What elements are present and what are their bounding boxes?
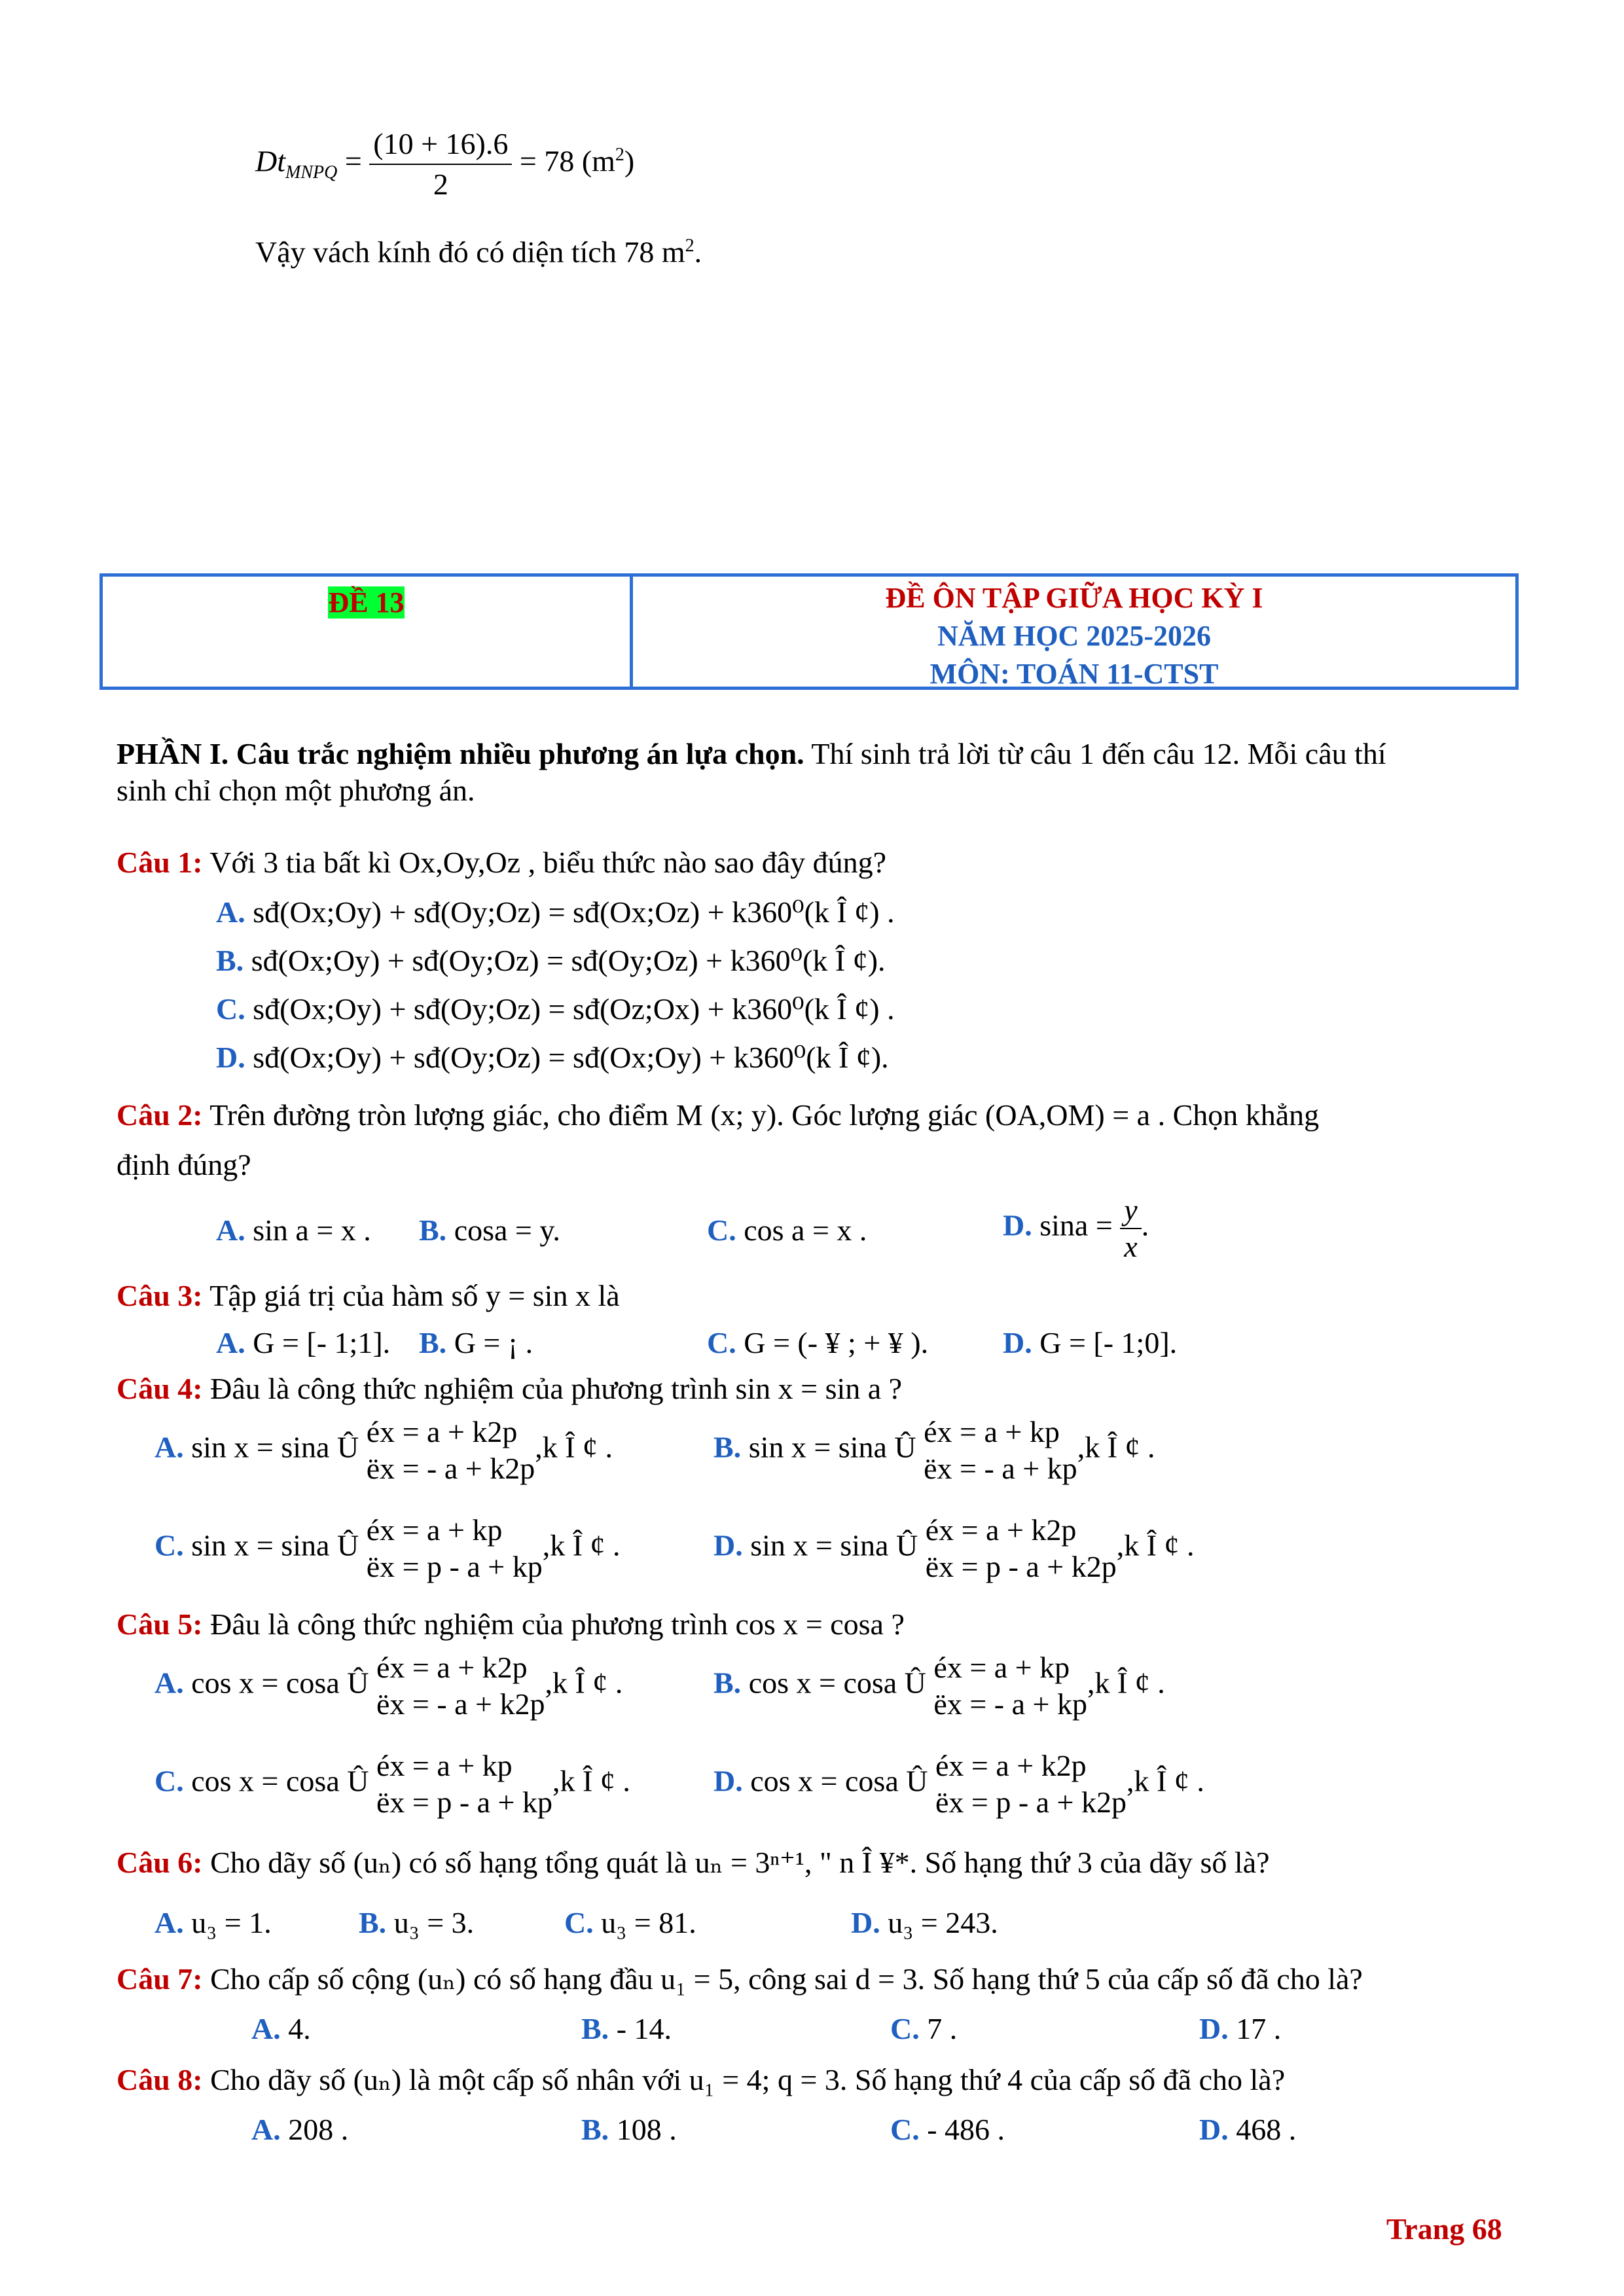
exam-title: ĐỀ ÔN TẬP GIỮA HỌC KỲ I: [885, 582, 1263, 614]
question-4: Câu 4: Đâu là công thức nghiệm của phương trình sin x = sin a ?: [117, 1372, 903, 1405]
question-5: Câu 5: Đâu là công thức nghiệm của phương trình cos x = cosa ?: [117, 1607, 905, 1641]
q7-option-b: B. - 14.: [581, 2012, 672, 2045]
q5-option-b: B. cos x = cosa Û éx = a + kp ëx = - a + kp ,k Î ¢ .: [713, 1651, 1165, 1721]
area-fraction: $\frac{(10 + 16).6}{2}$: [369, 124, 512, 204]
q4-option-a: A. sin x = sina Û éx = a + k2p ëx = - a + k2p ,k Î ¢ .: [154, 1415, 613, 1485]
q7-option-c: C. 7 .: [890, 2012, 958, 2045]
q7-option-a: A. 4.: [251, 2012, 311, 2045]
q6-option-d: D. u₃ = 243.: [851, 1906, 998, 1939]
subject: MÔN: TOÁN 11-CTST: [929, 658, 1219, 690]
q8-option-a: A. 208 .: [251, 2113, 349, 2146]
q1-option-a: A. sđ(Ox;Oy) + sđ(Oy;Oz) = sđ(Ox;Oz) + k360⁰(k Î ¢) .: [216, 895, 895, 929]
q6-option-b: B. u₃ = 3.: [359, 1906, 475, 1939]
area-formula: $Dt_{MNPQ}$ = $\frac{(10 + 16).6}{2}$ = 78 $(m^2)$: [255, 124, 634, 204]
q2-option-a: A. sin a = x .: [216, 1213, 371, 1247]
exam-header: [99, 573, 1519, 690]
q1-option-b: B. sđ(Ox;Oy) + sđ(Oy;Oz) = sđ(Oy;Oz) + k360⁰(k Î ¢).: [216, 944, 886, 977]
q5-option-c: C. cos x = cosa Û éx = a + kp ëx = p - a + kp ,k Î ¢ .: [154, 1749, 630, 1819]
school-year: NĂM HỌC 2025-2026: [937, 620, 1211, 652]
part1-instruction-line2: sinh chỉ chọn một phương án.: [117, 774, 475, 807]
q2-option-c: C. cos a = x .: [707, 1213, 867, 1247]
q4-option-b: B. sin x = sina Û éx = a + kp ëx = - a + kp ,k Î ¢ .: [713, 1415, 1155, 1485]
q5-option-a: A. cos x = cosa Û éx = a + k2p ëx = - a + k2p ,k Î ¢ .: [154, 1651, 623, 1721]
q3-option-d: D. G = [- 1;0].: [1003, 1326, 1178, 1359]
q2-option-d: D. sina = $\frac{y}{x}$ .: [1003, 1193, 1149, 1263]
part1-instruction: PHẦN I. Câu trắc nghiệm nhiều phương án lựa chọn. Thí sinh trả lời từ câu 1 đến câu 12. Mỗi câu thí: [117, 737, 1386, 770]
q2-option-b: B. cosa = y.: [419, 1213, 560, 1247]
q6-option-c: C. u₃ = 81.: [564, 1906, 696, 1939]
question-6: Câu 6: Cho dãy số (uₙ) có số hạng tổng quát là uₙ = 3ⁿ⁺¹, " n Î ¥*. Số hạng thứ 3 của dãy số là?: [117, 1846, 1270, 1879]
q1-option-c: C. sđ(Ox;Oy) + sđ(Oy;Oz) = sđ(Oz;Ox) + k360⁰(k Î ¢) .: [216, 992, 895, 1026]
q4-option-c: C. sin x = sina Û éx = a + kp ëx = p - a + kp ,k Î ¢ .: [154, 1513, 621, 1583]
question-2: Câu 2: Trên đường tròn lượng giác, cho điểm M (x; y). Góc lượng giác (OA,OM) = a . Chọn khẳng: [117, 1098, 1320, 1132]
q3-option-c: C. G = (- ¥ ; + ¥ ).: [707, 1326, 929, 1359]
exam-number: ĐỀ 13: [328, 586, 405, 619]
area-conclusion: Vậy vách kính đó có diện tích 78 $m^2$.: [255, 235, 702, 269]
question-2-line2: định đúng?: [117, 1148, 251, 1181]
question-3: Câu 3: Tập giá trị của hàm số y = sin x là: [117, 1279, 620, 1312]
q8-option-d: D. 468 .: [1199, 2113, 1297, 2146]
q3-option-b: B. G = ¡ .: [419, 1326, 533, 1359]
q8-option-c: C. - 486 .: [890, 2113, 1005, 2146]
q3-option-a: A. G = [- 1;1].: [216, 1326, 391, 1359]
q4-option-d: D. sin x = sina Û éx = a + k2p ëx = p - a + k2p ,k Î ¢ .: [713, 1513, 1195, 1583]
q7-option-d: D. 17 .: [1199, 2012, 1282, 2045]
question-7: Câu 7: Cho cấp số cộng (uₙ) có số hạng đầu u₁ = 5, công sai d = 3. Số hạng thứ 5 của cấp số đã cho là?: [117, 1962, 1363, 1996]
q1-option-d: D. sđ(Ox;Oy) + sđ(Oy;Oz) = sđ(Ox;Oy) + k360⁰(k Î ¢).: [216, 1041, 889, 1074]
page-number: Trang 68: [1386, 2212, 1502, 2246]
q6-option-a: A. u₃ = 1.: [154, 1906, 272, 1939]
question-1: Câu 1: Với 3 tia bất kì Ox,Oy,Oz , biểu thức nào sao đây đúng?: [117, 846, 887, 879]
q5-option-d: D. cos x = cosa Û éx = a + k2p ëx = p - a + k2p ,k Î ¢ .: [713, 1749, 1204, 1819]
q8-option-b: B. 108 .: [581, 2113, 677, 2146]
question-8: Câu 8: Cho dãy số (uₙ) là một cấp số nhân với u₁ = 4; q = 3. Số hạng thứ 4 của cấp số đã cho là?: [117, 2063, 1286, 2096]
